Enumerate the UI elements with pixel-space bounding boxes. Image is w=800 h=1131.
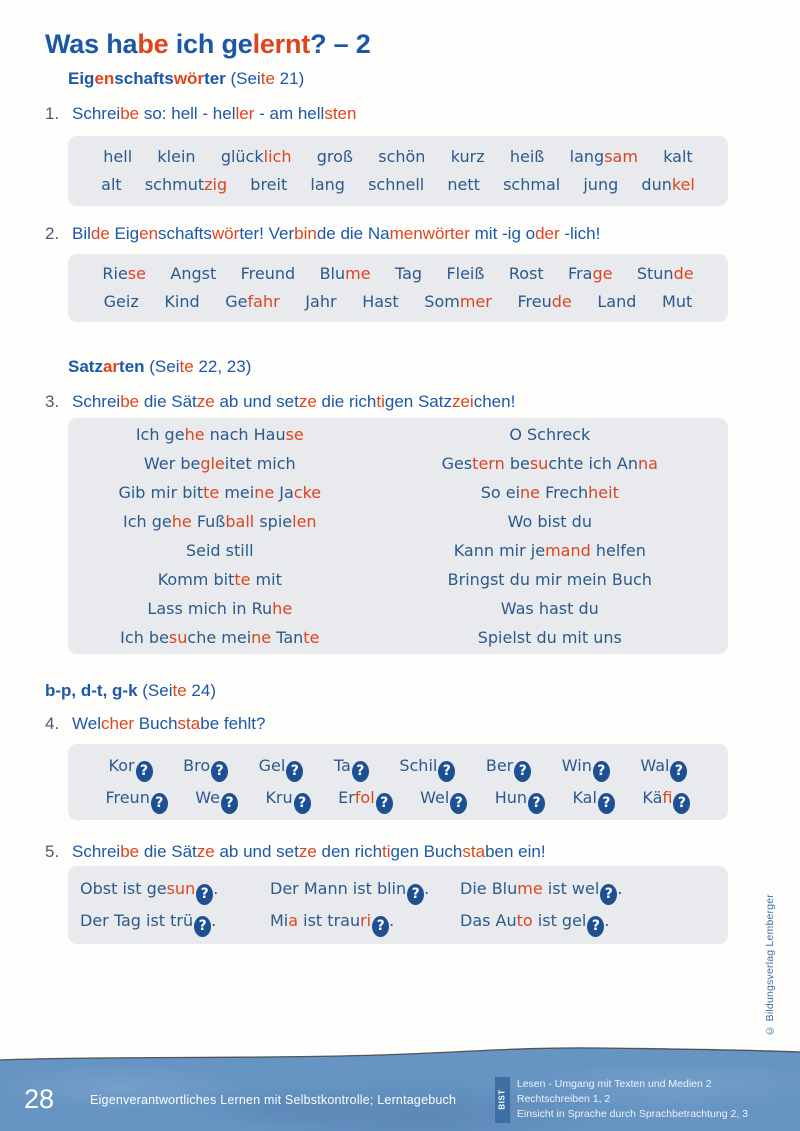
word-item: Gel ? [259, 750, 304, 782]
word-item: Kal ? [572, 782, 614, 814]
watercolor-wave-edge [0, 1044, 800, 1068]
word-item: dunkel [641, 175, 695, 194]
word-item: Der Mann ist blin ? . [270, 873, 460, 905]
wordbox-missing-letters [68, 744, 728, 820]
word-item: Die Blume ist wel ? . [460, 873, 622, 905]
bist-tab-label: BIST [497, 1089, 507, 1110]
sentence-line: Gestern besuchte ich Anna [441, 454, 658, 473]
task-1 [45, 102, 755, 126]
word-item: Erfol ? [338, 782, 393, 814]
word-item: Freund [240, 264, 296, 283]
missing-letter-icon: ? [673, 793, 690, 814]
word-item: Hast [362, 292, 399, 311]
sentence-line: Spielst du mit uns [477, 628, 622, 647]
sentence-line: Was hast du [500, 599, 599, 618]
word-item: Sommer [424, 292, 492, 311]
bist-line: Lesen - Umgang mit Texten und Medien 2 [516, 1077, 712, 1090]
word-item: schmal [503, 175, 561, 194]
sentence-line: Bringst du mir mein Buch [447, 570, 652, 589]
word-item: Mut [662, 292, 693, 311]
page-footer [0, 1044, 800, 1131]
task-4-text: Welcher Buchstabe fehlt? [72, 714, 266, 733]
sentence-line: So eine Frechheit [480, 483, 619, 502]
word-item: breit [250, 175, 288, 194]
sentence-line: Wo bist du [507, 512, 592, 531]
word-item: Geiz [103, 292, 139, 311]
word-item: Fleiß [446, 264, 485, 283]
word-item: kalt [663, 147, 693, 166]
box-row [68, 750, 728, 782]
word-item: alt [101, 175, 122, 194]
word-item: Obst ist gesun ? . [80, 873, 270, 905]
word-item: Jahr [305, 292, 337, 311]
box-row [68, 171, 728, 199]
task-1-text: Schreibe so: hell - heller - am hellsten [72, 104, 357, 123]
section-heading-satzarten: Satzarten (Seite 22, 23) [68, 357, 252, 376]
wordbox-nouns [68, 254, 728, 322]
task-4-number: 4. [45, 714, 60, 733]
task-2-number: 2. [45, 224, 60, 243]
word-item: lang [310, 175, 345, 194]
word-item: Käfi ? [642, 782, 690, 814]
word-item: kurz [450, 147, 485, 166]
missing-letter-icon: ? [294, 793, 311, 814]
task-3-number: 3. [45, 392, 60, 411]
section-heading-bpdtgk: b-p, d-t, g-k (Seite 24) [45, 681, 216, 700]
word-item: Hun ? [495, 782, 545, 814]
word-item: hell [103, 147, 133, 166]
missing-letter-icon: ? [450, 793, 467, 814]
page-title: Was habe ich gelernt? – 2 [45, 29, 371, 59]
sentence-line: Seid still [185, 541, 254, 560]
word-item: Land [597, 292, 637, 311]
word-item: Stunde [636, 264, 694, 283]
missing-letter-icon: ? [221, 793, 238, 814]
task-5-text: Schreibe die Sätze ab und setze den richtigen Buchstaben ein! [72, 842, 546, 861]
missing-letter-icon: ? [514, 761, 531, 782]
word-item: Mia ist trauri ? . [270, 905, 460, 937]
wordbox-adjectives [68, 136, 728, 206]
box-row [68, 782, 728, 814]
word-item: Schil ? [399, 750, 455, 782]
sentence-line: Ich gehe Fußball spielen [123, 512, 317, 531]
word-item: Freude [517, 292, 572, 311]
task-1-number: 1. [45, 104, 60, 123]
missing-letter-icon: ? [600, 884, 617, 905]
word-item: Gefahr [225, 292, 280, 311]
word-item: Ber ? [486, 750, 531, 782]
footer-band [0, 1068, 800, 1131]
word-item: groß [316, 147, 353, 166]
missing-letter-icon: ? [528, 793, 545, 814]
word-item: Wal ? [640, 750, 687, 782]
sentence-line: Lass mich in Ruhe [147, 599, 293, 618]
word-item: schnell [368, 175, 425, 194]
sentence-column-left [68, 420, 372, 652]
word-item: We ? [195, 782, 238, 814]
word-item: Angst [170, 264, 217, 283]
bist-line: Rechtschreiben 1, 2 [516, 1092, 611, 1105]
sentencebox-missing-letters [68, 866, 728, 944]
missing-letter-icon: ? [286, 761, 303, 782]
sentencebox-satzarten [68, 418, 728, 654]
box-row [68, 288, 728, 316]
task-3-text: Schreibe die Sätze ab und setze die richtigen Satzzeichen! [72, 392, 516, 411]
word-item: Wel ? [420, 782, 467, 814]
copyright-vertical-text: © Bildungsverlag Lemberger [764, 894, 776, 1037]
missing-letter-icon: ? [196, 884, 213, 905]
sentence-line: Gib mir bitte meine Jacke [118, 483, 322, 502]
word-item: heiß [509, 147, 545, 166]
word-item: Tag [394, 264, 423, 283]
task-5 [45, 840, 755, 864]
word-item: Frage [568, 264, 613, 283]
sentence-line: Ich besuche meine Tante [120, 628, 320, 647]
word-item: Blume [319, 264, 371, 283]
word-item: Kind [164, 292, 200, 311]
missing-letter-icon: ? [352, 761, 369, 782]
word-item: Ta ? [334, 750, 369, 782]
word-item: Kru ? [265, 782, 310, 814]
task-2-text: Bilde Eigenschaftswörter! Verbinde die Namenwörter mit -ig oder -lich! [72, 224, 601, 243]
missing-letter-icon: ? [593, 761, 610, 782]
missing-letter-icon: ? [407, 884, 424, 905]
word-item: glücklich [220, 147, 292, 166]
missing-letter-icon: ? [598, 793, 615, 814]
bist-standards-list [517, 1077, 748, 1123]
word-item: langsam [569, 147, 638, 166]
sentence-line: O Schreck [509, 425, 591, 444]
missing-letter-icon: ? [376, 793, 393, 814]
bist-line: Einsicht in Sprache durch Sprachbetrachtung 2, 3 [516, 1108, 748, 1121]
word-item: schmutzig [144, 175, 228, 194]
word-item: Win ? [562, 750, 610, 782]
task-5-number: 5. [45, 842, 60, 861]
box-row [68, 260, 728, 288]
sentence-column-right [372, 420, 728, 652]
sentence-line: Ich gehe nach Hause [135, 425, 304, 444]
word-item: Riese [102, 264, 146, 283]
missing-letter-icon: ? [211, 761, 228, 782]
word-item: Freun ? [105, 782, 167, 814]
box-row [68, 143, 728, 171]
word-item: Bro ? [183, 750, 228, 782]
task-2 [45, 222, 755, 246]
word-item: klein [157, 147, 196, 166]
task-3 [45, 390, 755, 414]
missing-letter-icon: ? [438, 761, 455, 782]
bist-block [495, 1077, 748, 1123]
word-item: Kor ? [109, 750, 153, 782]
missing-letter-icon: ? [136, 761, 153, 782]
word-item: jung [583, 175, 619, 194]
page-number: 28 [24, 1084, 55, 1114]
word-item: Das Auto ist gel ? . [460, 905, 609, 937]
task-4 [45, 712, 755, 736]
missing-letter-icon: ? [670, 761, 687, 782]
word-item: Rost [508, 264, 544, 283]
missing-letter-icon: ? [151, 793, 168, 814]
sentence-line: Komm bitte mit [157, 570, 282, 589]
footer-label: Eigenverantwortliches Lernen mit Selbstkontrolle; Lerntagebuch [90, 1092, 457, 1107]
missing-letter-icon: ? [587, 916, 604, 937]
section-heading-eigenschaftswoerter: Eigenschaftswörter (Seite 21) [68, 69, 305, 88]
bist-tab [495, 1077, 510, 1123]
word-item: Der Tag ist trü ? . [80, 905, 270, 937]
word-item: nett [447, 175, 480, 194]
box-row [68, 905, 728, 937]
missing-letter-icon: ? [372, 916, 389, 937]
missing-letter-icon: ? [194, 916, 211, 937]
sentence-line: Wer begleitet mich [143, 454, 296, 473]
word-item: schön [378, 147, 426, 166]
sentence-line: Kann mir jemand helfen [453, 541, 646, 560]
box-row [68, 873, 728, 905]
